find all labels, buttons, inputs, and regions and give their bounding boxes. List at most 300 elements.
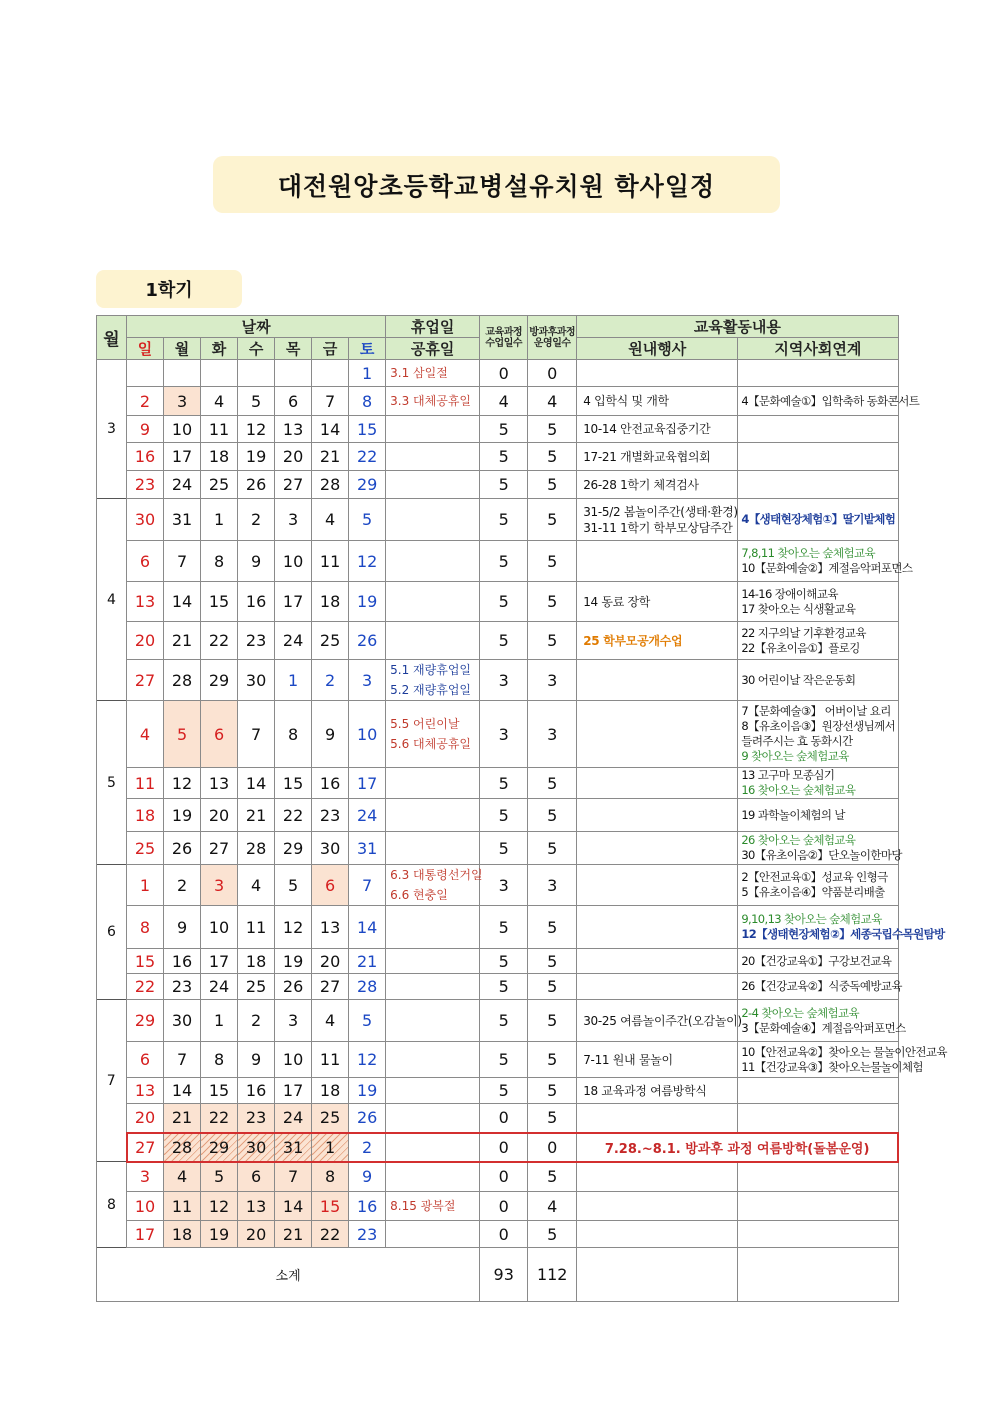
community-cell xyxy=(738,499,898,541)
event-cell xyxy=(577,768,738,799)
community-text: 3【문화예술④】계절음악퍼포먼스 xyxy=(741,1020,906,1035)
edu-days-cell: 5 xyxy=(480,1078,528,1104)
after-days-cell: 5 xyxy=(528,1162,577,1192)
holiday-cell xyxy=(386,865,483,906)
holiday-cell xyxy=(386,906,480,949)
date-cell: 2 xyxy=(312,660,349,701)
date-cell: 19 xyxy=(164,799,201,832)
date-cell: 19 xyxy=(275,949,312,974)
edu-days-cell: 0 xyxy=(480,1221,528,1248)
date-cell: 11 xyxy=(312,541,349,582)
event-cell xyxy=(577,660,738,701)
date-cell: 20 xyxy=(312,949,349,974)
date-cell: 10 xyxy=(201,906,238,949)
community-text: 14-16 장애이해교육 xyxy=(741,586,838,601)
community-text: 20【건강교육①】구강보건교육 xyxy=(741,953,892,968)
community-text: 26【건강교육②】식중독예방교육 xyxy=(741,979,902,993)
date-cell: 15 xyxy=(275,768,312,799)
event-cell xyxy=(577,471,738,499)
event-cell xyxy=(577,416,738,443)
date-cell: 26 xyxy=(275,974,312,1000)
date-cell: 12 xyxy=(201,1192,238,1221)
after-days-cell: 5 xyxy=(528,499,577,541)
date-cell: 6 xyxy=(238,1162,275,1192)
date-cell: 20 xyxy=(201,799,238,832)
date-cell: 16 xyxy=(127,443,164,471)
date-cell: 17 xyxy=(164,443,201,471)
edu-days-cell: 5 xyxy=(480,906,528,949)
date-cell: 12 xyxy=(164,768,201,799)
event-cell xyxy=(577,701,738,768)
community-cell xyxy=(738,582,898,622)
holiday-cell xyxy=(386,1192,480,1221)
date-cell: 29 xyxy=(349,471,386,499)
event-cell xyxy=(577,865,738,906)
date-cell: 19 xyxy=(349,582,386,622)
community-cell xyxy=(738,1042,947,1078)
holiday-text: 3.3 대체공휴일 xyxy=(390,394,471,408)
month-cell: 7 xyxy=(97,1000,127,1162)
community-cell xyxy=(738,1104,898,1133)
event-text: 31-11 1학기 학부모상담주간 xyxy=(583,520,733,535)
date-cell: 4 xyxy=(238,865,275,906)
date-cell: 17 xyxy=(275,582,312,622)
event-cell xyxy=(577,1221,738,1248)
community-cell xyxy=(738,949,898,974)
empty-date-cell xyxy=(164,360,201,387)
community-cell xyxy=(738,1078,898,1104)
community-text: 12【생태현장체험②】세종국립수목원탐방 xyxy=(741,927,945,941)
date-cell: 24 xyxy=(275,622,312,660)
after-days-cell: 3 xyxy=(528,660,577,701)
date-cell: 13 xyxy=(238,1192,275,1221)
holiday-cell xyxy=(386,541,480,582)
header-edu-days-text: 교육과정 수업일수 xyxy=(485,326,523,349)
date-cell: 20 xyxy=(238,1221,275,1248)
week-row xyxy=(97,541,899,582)
header-sun: 일 xyxy=(127,338,164,360)
date-cell: 6 xyxy=(275,387,312,416)
community-text: 10【문화예술②】계절음악퍼포먼스 xyxy=(741,561,913,575)
date-cell: 24 xyxy=(164,471,201,499)
event-text: 31-5/2 봄놀이주간(생태·환경) xyxy=(583,504,738,519)
date-cell: 7 xyxy=(238,701,275,768)
date-cell: 28 xyxy=(238,832,275,865)
date-cell: 27 xyxy=(127,660,164,701)
header-events: 원내행사 xyxy=(577,338,738,360)
date-cell: 12 xyxy=(349,541,386,582)
week-row xyxy=(97,1078,899,1104)
community-cell xyxy=(738,416,898,443)
date-cell: 13 xyxy=(312,906,349,949)
header-after-days-text: 방과후과정 운영일수 xyxy=(529,326,576,349)
date-cell: 22 xyxy=(201,1104,238,1133)
after-days-cell: 4 xyxy=(528,387,577,416)
community-text: 5【유초이음④】약품분리배출 xyxy=(741,885,885,899)
community-text: 22【유초이음①】플로깅 xyxy=(741,640,860,655)
date-cell: 21 xyxy=(349,949,386,974)
week-row xyxy=(97,1192,899,1221)
date-cell: 3 xyxy=(349,660,386,701)
event-text: 26-28 1학기 체격검사 xyxy=(583,477,699,492)
event-cell xyxy=(577,799,738,832)
after-days-cell: 5 xyxy=(528,949,577,974)
page-title: 대전원앙초등학교병설유치원 학사일정 xyxy=(277,171,716,201)
date-cell: 31 xyxy=(349,832,386,865)
date-cell: 5 xyxy=(238,387,275,416)
date-cell: 31 xyxy=(164,499,201,541)
date-cell: 27 xyxy=(275,471,312,499)
date-cell: 10 xyxy=(164,416,201,443)
event-cell xyxy=(577,906,738,949)
after-days-cell: 5 xyxy=(528,1000,577,1042)
week-row xyxy=(97,799,899,832)
week-row xyxy=(97,387,899,416)
date-cell: 11 xyxy=(312,1042,349,1078)
community-cell xyxy=(738,799,898,832)
date-cell: 21 xyxy=(312,443,349,471)
empty-date-cell xyxy=(275,360,312,387)
date-cell: 18 xyxy=(164,1221,201,1248)
community-cell xyxy=(738,768,898,799)
community-text: 2【안전교육①】성교육 인형극 xyxy=(741,870,888,884)
event-text: 10-14 안전교육집중기간 xyxy=(583,422,711,436)
date-cell: 8 xyxy=(201,541,238,582)
date-cell: 7 xyxy=(164,541,201,582)
header-holiday-top: 휴업일 xyxy=(386,316,480,338)
date-cell: 26 xyxy=(164,832,201,865)
date-cell: 21 xyxy=(164,1104,201,1133)
date-cell: 4 xyxy=(127,701,164,768)
community-text: 8【유초이음③】원장선생님께서 xyxy=(741,719,896,733)
after-days-cell: 5 xyxy=(528,799,577,832)
edu-days-cell: 5 xyxy=(480,499,528,541)
after-days-cell: 5 xyxy=(528,768,577,799)
holiday-cell xyxy=(386,701,480,768)
community-cell xyxy=(738,1162,898,1192)
edu-days-cell: 4 xyxy=(480,387,528,416)
community-text: 4【생태현장체험①】딸기밭체험 xyxy=(741,512,896,526)
event-cell xyxy=(577,1000,742,1042)
date-cell: 28 xyxy=(164,1133,201,1162)
date-cell: 16 xyxy=(164,949,201,974)
community-text: 들려주시는 효 동화시간 xyxy=(741,734,853,748)
community-text: 7,8,11 찾아오는 숲체험교육 xyxy=(741,546,875,560)
date-cell: 13 xyxy=(201,768,238,799)
event-cell xyxy=(577,1042,738,1078)
holiday-cell xyxy=(386,443,480,471)
edu-days-cell: 5 xyxy=(480,949,528,974)
community-cell xyxy=(738,865,898,906)
date-cell: 23 xyxy=(238,622,275,660)
date-cell: 19 xyxy=(349,1078,386,1104)
holiday-cell xyxy=(386,1104,480,1133)
community-cell xyxy=(738,387,920,416)
community-cell xyxy=(738,974,902,1000)
empty-date-cell xyxy=(127,360,164,387)
date-cell: 8 xyxy=(201,1042,238,1078)
date-cell: 31 xyxy=(275,1133,312,1162)
date-cell: 27 xyxy=(312,974,349,1000)
total-row xyxy=(97,1248,899,1302)
date-cell: 17 xyxy=(127,1221,164,1248)
date-cell: 22 xyxy=(349,443,386,471)
date-cell: 23 xyxy=(238,1104,275,1133)
edu-days-cell: 3 xyxy=(480,865,528,906)
date-cell: 2 xyxy=(127,387,164,416)
date-cell: 6 xyxy=(312,865,349,906)
holiday-cell xyxy=(386,360,480,387)
page-title-box xyxy=(213,156,780,213)
community-text: 2-4 찾아오는 숲체험교육 xyxy=(741,1005,859,1020)
community-text: 10【안전교육②】찾아오는 물놀이안전교육 xyxy=(741,1044,947,1059)
date-cell: 10 xyxy=(275,541,312,582)
edu-days-cell: 5 xyxy=(480,582,528,622)
community-cell xyxy=(738,360,898,387)
after-days-cell: 0 xyxy=(528,360,577,387)
edu-days-cell: 5 xyxy=(480,832,528,865)
semester-label: 1학기 xyxy=(145,280,193,301)
edu-days-cell: 5 xyxy=(480,1000,528,1042)
week-row xyxy=(97,906,899,949)
community-cell xyxy=(738,660,898,701)
edu-days-cell: 0 xyxy=(480,1192,528,1221)
community-cell xyxy=(738,622,898,660)
date-cell: 15 xyxy=(201,1078,238,1104)
date-cell: 7 xyxy=(312,387,349,416)
holiday-text: 5.1 재량휴업일 xyxy=(390,663,471,677)
header-sat: 토 xyxy=(349,338,386,360)
event-cell xyxy=(577,1192,738,1221)
after-days-cell: 5 xyxy=(528,443,577,471)
week-row xyxy=(97,1162,899,1192)
date-cell: 12 xyxy=(238,416,275,443)
date-cell: 4 xyxy=(201,387,238,416)
week-row xyxy=(97,768,899,799)
date-cell: 3 xyxy=(275,499,312,541)
header-community: 지역사회연계 xyxy=(738,338,898,360)
week-row xyxy=(97,949,899,974)
edu-days-cell: 5 xyxy=(480,974,528,1000)
event-text: 14 동료 장학 xyxy=(583,594,651,609)
week-row xyxy=(97,1133,899,1162)
community-cell xyxy=(738,471,898,499)
edu-days-cell: 5 xyxy=(480,768,528,799)
total-events-empty xyxy=(577,1248,738,1302)
date-cell: 23 xyxy=(127,471,164,499)
date-cell: 19 xyxy=(238,443,275,471)
date-cell: 13 xyxy=(127,582,164,622)
date-cell: 30 xyxy=(238,1133,275,1162)
holiday-text: 5.2 재량휴업일 xyxy=(390,683,471,697)
date-cell: 16 xyxy=(238,1078,275,1104)
after-days-cell: 3 xyxy=(528,865,577,906)
community-text: 11【건강교육③】찾아오는물놀이체험 xyxy=(741,1059,923,1074)
community-text: 30【유초이음②】단오놀이한마당 xyxy=(741,848,902,862)
date-cell: 5 xyxy=(201,1162,238,1192)
date-cell: 25 xyxy=(312,622,349,660)
holiday-text: 6.3 대통령선거일 xyxy=(390,868,483,882)
date-cell: 3 xyxy=(164,387,201,416)
date-cell: 14 xyxy=(164,582,201,622)
date-cell: 2 xyxy=(238,1000,275,1042)
month-cell: 5 xyxy=(97,701,127,865)
event-cell xyxy=(577,974,738,1000)
date-cell: 11 xyxy=(201,416,238,443)
date-cell: 23 xyxy=(164,974,201,1000)
date-cell: 15 xyxy=(201,582,238,622)
date-cell: 25 xyxy=(127,832,164,865)
empty-date-cell xyxy=(238,360,275,387)
event-cell xyxy=(577,541,738,582)
holiday-cell xyxy=(386,622,480,660)
holiday-cell xyxy=(386,799,480,832)
edu-days-cell: 5 xyxy=(480,622,528,660)
week-row xyxy=(97,832,899,865)
event-cell xyxy=(577,360,738,387)
event-text: 18 교육과정 여름방학식 xyxy=(583,1083,707,1098)
date-cell: 21 xyxy=(275,1221,312,1248)
edu-days-cell: 0 xyxy=(480,1104,528,1133)
date-cell: 23 xyxy=(312,799,349,832)
date-cell: 23 xyxy=(349,1221,386,1248)
edu-days-cell: 5 xyxy=(480,799,528,832)
holiday-cell xyxy=(386,1162,480,1192)
date-cell: 27 xyxy=(201,832,238,865)
event-cell xyxy=(577,387,738,416)
after-days-cell: 5 xyxy=(528,906,577,949)
date-cell: 4 xyxy=(164,1162,201,1192)
date-cell: 14 xyxy=(349,906,386,949)
after-days-cell: 5 xyxy=(528,416,577,443)
community-text: 16 찾아오는 숲체험교육 xyxy=(741,783,856,797)
date-cell: 16 xyxy=(238,582,275,622)
holiday-cell xyxy=(386,499,480,541)
total-community-empty xyxy=(738,1248,898,1302)
date-cell: 4 xyxy=(312,1000,349,1042)
after-days-cell: 5 xyxy=(528,582,577,622)
date-cell: 5 xyxy=(349,499,386,541)
community-cell xyxy=(738,541,913,582)
holiday-cell xyxy=(386,768,480,799)
date-cell: 17 xyxy=(201,949,238,974)
community-text: 17 찾아오는 식생활교육 xyxy=(741,601,856,616)
date-cell: 28 xyxy=(349,974,386,1000)
holiday-cell xyxy=(386,974,480,1000)
header-activities: 교육활동내용 xyxy=(577,316,898,338)
date-cell: 11 xyxy=(164,1192,201,1221)
event-cell xyxy=(577,1078,738,1104)
date-cell: 17 xyxy=(275,1078,312,1104)
holiday-text: 5.5 어린이날 xyxy=(390,717,460,731)
date-cell: 6 xyxy=(201,701,238,768)
date-cell: 25 xyxy=(238,974,275,1000)
after-days-cell: 3 xyxy=(528,701,577,768)
event-text: 30-25 여름놀이주간(오감놀이) xyxy=(583,1013,742,1028)
date-cell: 26 xyxy=(349,622,386,660)
empty-date-cell xyxy=(201,360,238,387)
date-cell: 16 xyxy=(312,768,349,799)
week-row xyxy=(97,360,899,387)
date-cell: 26 xyxy=(349,1104,386,1133)
date-cell: 6 xyxy=(127,541,164,582)
date-cell: 24 xyxy=(349,799,386,832)
date-cell: 9 xyxy=(238,541,275,582)
community-text: 4【문화예술①】입학축하 동화콘서트 xyxy=(741,393,920,408)
date-cell: 8 xyxy=(127,906,164,949)
date-cell: 25 xyxy=(201,471,238,499)
date-cell: 8 xyxy=(312,1162,349,1192)
date-cell: 18 xyxy=(201,443,238,471)
date-cell: 11 xyxy=(127,768,164,799)
after-days-cell: 5 xyxy=(528,832,577,865)
after-days-cell: 5 xyxy=(528,1104,577,1133)
community-text: 26 찾아오는 숲체험교육 xyxy=(741,833,856,847)
date-cell: 6 xyxy=(127,1042,164,1078)
date-cell: 5 xyxy=(275,865,312,906)
header-thu: 목 xyxy=(275,338,312,360)
date-cell: 16 xyxy=(349,1192,386,1221)
date-cell: 29 xyxy=(275,832,312,865)
header-after-days xyxy=(528,316,577,360)
holiday-cell xyxy=(386,416,480,443)
week-row xyxy=(97,622,899,660)
header-edu-days xyxy=(480,316,528,360)
header-month: 월 xyxy=(97,316,127,360)
week-row xyxy=(97,471,899,499)
month-cell: 6 xyxy=(97,865,127,1000)
community-cell xyxy=(738,832,902,865)
week-row xyxy=(97,1000,899,1042)
date-cell: 7 xyxy=(164,1042,201,1078)
date-cell: 13 xyxy=(275,416,312,443)
date-cell: 30 xyxy=(238,660,275,701)
after-days-cell: 5 xyxy=(528,541,577,582)
event-text: 25 학부모공개수업 xyxy=(583,633,683,648)
date-cell: 8 xyxy=(275,701,312,768)
edu-days-cell: 0 xyxy=(480,360,528,387)
summer-break-note: 7.28.~8.1. 방과후 과정 여름방학(돌봄운영) xyxy=(577,1133,898,1162)
date-cell: 1 xyxy=(201,499,238,541)
date-cell: 21 xyxy=(164,622,201,660)
event-text: 7-11 원내 물놀이 xyxy=(583,1052,673,1067)
edu-days-cell: 5 xyxy=(480,471,528,499)
holiday-text: 8.15 광복절 xyxy=(390,1199,456,1213)
date-cell: 30 xyxy=(164,1000,201,1042)
week-row xyxy=(97,499,899,541)
event-text: 4 입학식 및 개학 xyxy=(583,394,669,408)
community-text: 30 어린이날 작은운동회 xyxy=(741,672,856,687)
date-cell: 9 xyxy=(349,1162,386,1192)
date-cell: 1 xyxy=(127,865,164,906)
after-days-cell: 5 xyxy=(528,1042,577,1078)
month-cell: 4 xyxy=(97,499,127,701)
date-cell: 18 xyxy=(312,1078,349,1104)
date-cell: 8 xyxy=(349,387,386,416)
holiday-cell xyxy=(386,1221,480,1248)
after-days-cell: 5 xyxy=(528,471,577,499)
total-edu-days: 93 xyxy=(480,1248,528,1302)
after-days-cell: 0 xyxy=(528,1133,577,1162)
week-row xyxy=(97,974,899,1000)
week-row xyxy=(97,443,899,471)
date-cell: 12 xyxy=(275,906,312,949)
community-text: 9,10,13 찾아오는 숲체험교육 xyxy=(741,912,882,926)
event-cell xyxy=(577,1162,738,1192)
edu-days-cell: 5 xyxy=(480,541,528,582)
header-fri: 금 xyxy=(312,338,349,360)
week-row xyxy=(97,416,899,443)
